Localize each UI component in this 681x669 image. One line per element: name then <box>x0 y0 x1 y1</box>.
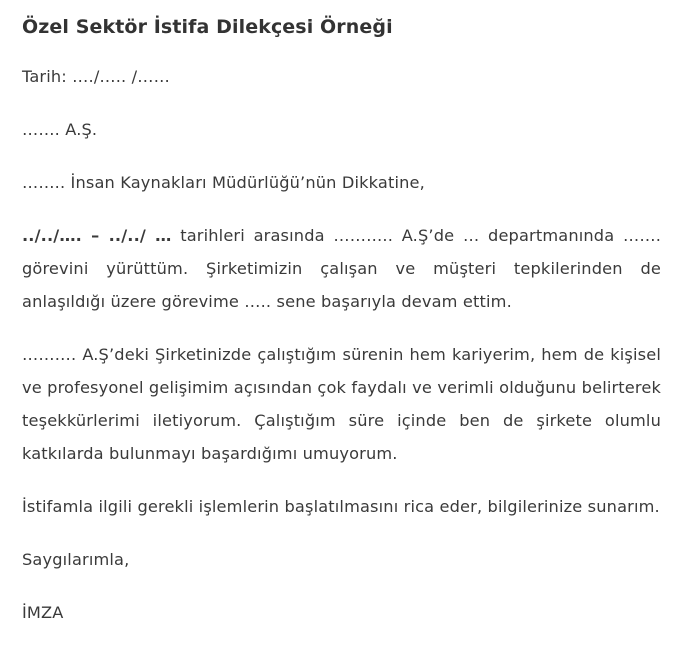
company-line: ……. A.Ş. <box>22 120 98 139</box>
hr-attention-line: …….. İnsan Kaynakları Müdürlüğü’nün Dikkatine, <box>22 173 425 192</box>
paragraph-thanks: ………. A.Ş’deki Şirketinizde çalıştığım sürenin hem kariyerim, hem de kişisel ve profesyonel gelişimim açısından çok faydalı ve verimli olduğunu belirterek teşekkürlerimi iletiyorum. Çalıştığım süre içinde ben de şirkete olumlu katkılarda bulunmayı başardığımı umuyorum. <box>22 345 661 463</box>
document-title: Özel Sektör İstifa Dilekçesi Örneği <box>22 16 393 38</box>
paragraph-request: İstifamla ilgili gerekli işlemlerin başlatılmasını rica eder, bilgilerinize sunarım. <box>22 497 660 516</box>
paragraph-employment-period <box>22 219 661 318</box>
closing-line: Saygılarımla, <box>22 550 130 569</box>
signature-line: İMZA <box>22 603 64 622</box>
paragraph-employment-text: tarihleri arasında ……….. A.Ş’de … departmanında ……. görevini yürüttüm. Şirketimizin çalışan ve müşteri tepkilerinden de anlaşıldığı üzere görevime ….. sene başarıyla devam ettim. <box>22 226 662 311</box>
date-range: ../../…. – ../../ … <box>22 226 172 245</box>
date-line: Tarih: …./….. /…… <box>22 67 170 86</box>
